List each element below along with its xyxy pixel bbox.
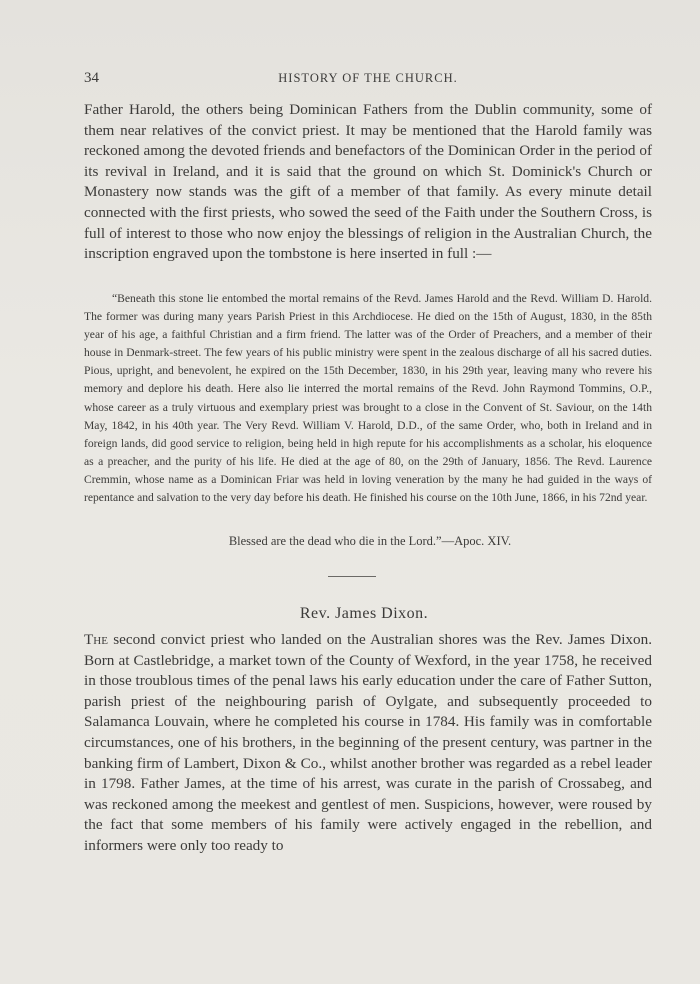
- epitaph-closing-verse: Blessed are the dead who die in the Lord.”—Apoc. XIV.: [228, 534, 512, 548]
- running-title: HISTORY OF THE CHURCH.: [278, 71, 458, 85]
- dixon-paragraph-text: second convict priest who landed on the Australian shores was the Rev. James Dixon. Born at Castlebridge, a market town of the County of Wexford, in the year 1758, he received in those troublous times of the penal laws his early education under the care of Father Sutton, parish priest of the neighbouring parish of Oylgate, and subsequently proceeded to Salamanca Louvain, where he completed his course in 1784. His family was in comfortable circumstances, one of his brothers, in the beginning of the present century, was partner in the banking firm of Lambert, Dixon & Co., whilst another brother was regarded as a rebel leader in 1798. Father James, at the time of his arrest, was curate in the parish of Crossabeg, and was reckoned among the meekest and gentlest of men. Suspicions, however, were roused by the fact that some members of his family were actively engaged in the rebellion, and informers were only too ready to: [84, 631, 652, 854]
- page-number: 34: [84, 70, 99, 86]
- dixon-paragraph: [84, 630, 652, 857]
- epitaph-inscription: “Beneath this stone lie entombed the mortal remains of the Revd. James Harold and the Revd. William D. Harold. The former was during many years Parish Priest in this Archdiocese. He died on the 15th of August, 1830, in the 85th year of his age, a faithful Christian and a firm friend. The latter was of the Order of Preachers, and a member of their house in Denmark-street. The few years of his public ministry were spent in the zealous discharge of all his sacred duties. Pious, upright, and benevolent, he expired on the 15th December, 1830, in his 29th year, leaving many who revere his memory and deplore his death. Here also lie interred the mortal remains of the Revd. John Raymond Tommins, O.P., whose career as a truly virtuous and exemplary priest was brought to a close in the Convent of St. Saviour, on the 14th May, 1842, in his 40th year. The Very Revd. William V. Harold, D.D., of the same Order, who, both in Ireland and in foreign lands, did good service to religion, being held in high repute for his accomplishments as a scholar, his eloquence as a preacher, and the purity of his life. He died at the age of 80, on the 29th of January, 1856. The Revd. Laurence Cremmin, whose name as a Dominican Friar was held in loving veneration by the many he had guided in the ways of repentance and salvation to the very day before his death. He finished his course on the 10th June, 1866, in his 72nd year.: [84, 292, 652, 505]
- section-divider: [328, 576, 376, 577]
- section-title: Rev. James Dixon.: [299, 605, 429, 622]
- dixon-lead-word: The: [84, 631, 108, 648]
- opening-paragraph: Father Harold, the others being Dominican Fathers from the Dublin community, some of them near relatives of the convict priest. It may be mentioned that the Harold family was reckoned among the devoted friends and benefactors of the Dominican Order in the period of its revival in Ireland, and it is said that the ground on which St. Dominick's Church or Monastery now stands was the gift of a member of that family. As every minute detail connected with the first priests, who sowed the seed of the Faith under the Southern Cross, is full of interest to those who now enjoy the blessings of religion in the Australian Church, the inscription engraved upon the tombstone is here inserted in full :—: [84, 101, 652, 263]
